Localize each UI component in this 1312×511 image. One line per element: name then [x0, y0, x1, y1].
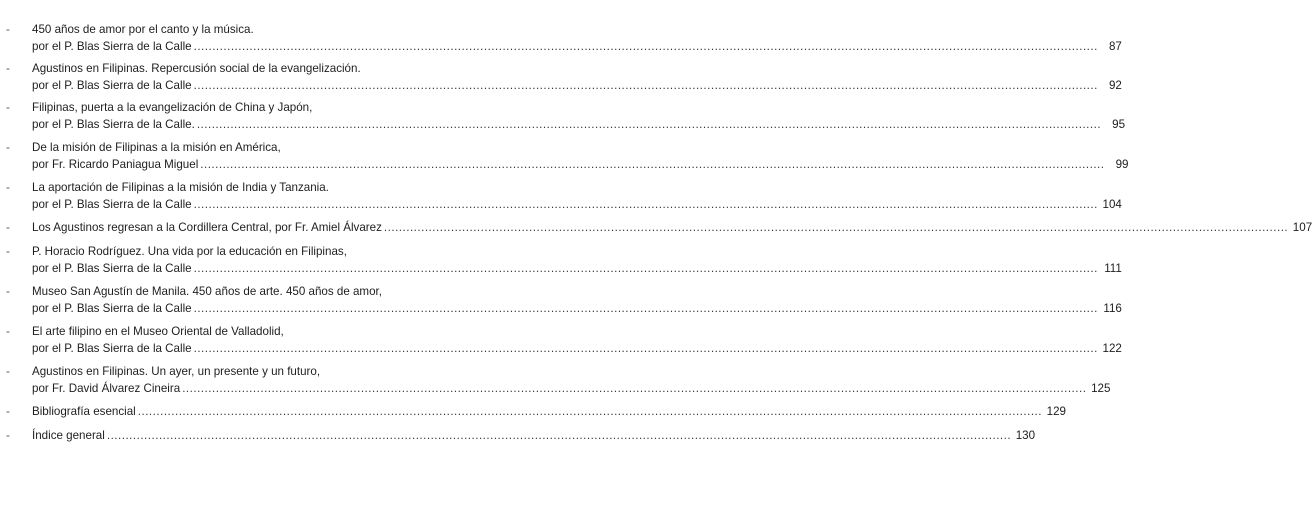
bullet-dash: -: [6, 245, 10, 258]
bullet-dash: -: [6, 405, 10, 418]
toc-title-line: [32, 22, 540, 37]
toc-page-number: 95: [1112, 118, 1126, 131]
toc-page-number: 116: [1103, 302, 1122, 315]
bullet-dash: -: [6, 429, 10, 442]
toc-title-line: [32, 364, 540, 379]
toc-author-line: [32, 157, 1129, 172]
toc-entry-title: Filipinas, puerta a la evangelización de China y Japón,: [32, 101, 313, 114]
toc-page-number: 99: [1115, 158, 1129, 171]
dot-leader: [194, 78, 1098, 93]
toc-entry-title: La aportación de Filipinas a la misión de India y Tanzania.: [32, 181, 329, 194]
toc-entry-author: por Fr. David Álvarez Cineira: [32, 382, 181, 395]
toc-entry-title: P. Horacio Rodríguez. Una vida por la educación en Filipinas,: [32, 245, 347, 258]
toc-title-line: [32, 220, 1312, 235]
toc-page-number: 104: [1102, 198, 1122, 211]
toc-title-line: [32, 428, 1036, 443]
bullet-dash: -: [6, 23, 10, 36]
toc-title-line: [32, 324, 540, 339]
toc-entry-title: 450 años de amor por el canto y la música.: [32, 23, 254, 36]
toc-page-number: 87: [1108, 40, 1122, 53]
dot-leader: [182, 381, 1086, 396]
bullet-dash: -: [6, 141, 10, 154]
toc-title-line: [32, 180, 540, 195]
toc-entry-author: por el P. Blas Sierra de la Calle: [32, 40, 192, 53]
toc-title-line: [32, 244, 540, 259]
toc-author-line: [32, 78, 1122, 93]
toc-entry-title: Agustinos en Filipinas. Repercusión social de la evangelización.: [32, 62, 361, 75]
toc-entry-title: Museo San Agustín de Manila. 450 años de arte. 450 años de amor,: [32, 285, 382, 298]
toc-entry-author: por Fr. Ricardo Paniagua Miguel: [32, 158, 199, 171]
toc-author-line: [32, 261, 1122, 276]
dot-leader: [197, 117, 1101, 132]
toc-author-line: [32, 197, 1122, 212]
toc-title-line: [32, 284, 540, 299]
bullet-dash: -: [6, 221, 10, 234]
toc-title-line: [32, 100, 540, 115]
toc-title-line: [32, 404, 1066, 419]
bullet-dash: -: [6, 62, 10, 75]
toc-entry-title: Índice general: [32, 429, 105, 442]
bullet-dash: -: [6, 181, 10, 194]
dot-leader: [194, 341, 1098, 356]
toc-page-number: 111: [1104, 262, 1122, 275]
toc-entry-title: Los Agustinos regresan a la Cordillera Central, por Fr. Amiel Álvarez: [32, 221, 382, 234]
toc-entry-title: De la misión de Filipinas a la misión en América,: [32, 141, 281, 154]
toc-author-line: [32, 381, 1111, 396]
toc-page-number: 122: [1102, 342, 1122, 355]
toc-entry-author: por el P. Blas Sierra de la Calle.: [32, 118, 195, 131]
toc-entry-author: por el P. Blas Sierra de la Calle: [32, 79, 192, 92]
toc-page-number: 92: [1108, 79, 1122, 92]
toc-entry-author: por el P. Blas Sierra de la Calle: [32, 342, 192, 355]
dot-leader: [194, 261, 1098, 276]
toc-title-line: [32, 140, 540, 155]
toc-page-number: 129: [1046, 405, 1066, 418]
bullet-dash: -: [6, 325, 10, 338]
toc-page-number: 130: [1015, 429, 1036, 442]
dot-leader: [138, 404, 1042, 419]
toc-author-line: [32, 39, 1122, 54]
bullet-dash: -: [6, 285, 10, 298]
toc-entry-author: por el P. Blas Sierra de la Calle: [32, 302, 192, 315]
dot-leader: [194, 197, 1098, 212]
toc-page-number: 107: [1292, 221, 1312, 234]
toc-author-line: [32, 301, 1122, 316]
dot-leader: [194, 39, 1098, 54]
toc-author-line: [32, 341, 1122, 356]
toc-entry-title: Bibliografía esencial: [32, 405, 136, 418]
toc-entry-title: El arte filipino en el Museo Oriental de Valladolid,: [32, 325, 284, 338]
dot-leader: [200, 157, 1104, 172]
toc-title-line: [32, 61, 540, 76]
dot-leader: [107, 428, 1011, 443]
toc-entry-author: por el P. Blas Sierra de la Calle: [32, 262, 192, 275]
toc-entry-title: Agustinos en Filipinas. Un ayer, un presente y un futuro,: [32, 365, 321, 378]
bullet-dash: -: [6, 101, 10, 114]
dot-leader: [384, 220, 1288, 235]
toc-entry-author: por el P. Blas Sierra de la Calle: [32, 198, 192, 211]
bullet-dash: -: [6, 365, 10, 378]
toc-page-number: 125: [1091, 382, 1111, 395]
toc-author-line: [32, 117, 1126, 132]
dot-leader: [194, 301, 1098, 316]
